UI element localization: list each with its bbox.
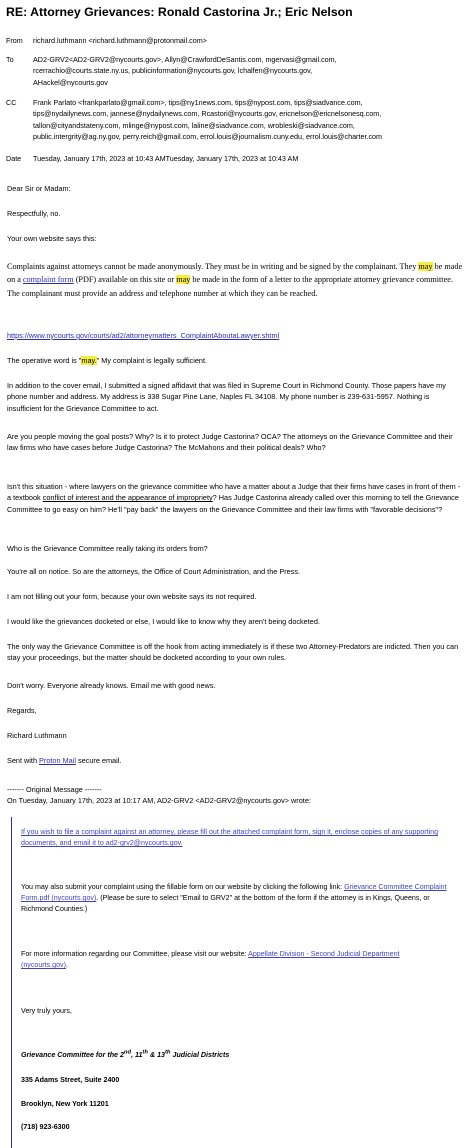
original-message-divider: ------- Original Message ------- bbox=[7, 785, 102, 794]
closing-line: Very truly yours, bbox=[21, 1007, 72, 1015]
original-message-header: On Tuesday, January 17th, 2023 at 10:17 AM, AD2-GRV2 <AD2-GRV2@nycourts.gov> wrote: bbox=[7, 796, 311, 805]
notice-line: You're all on notice. So are the attorneys, the Office of Court Administration, and the Press. bbox=[7, 567, 301, 576]
quoted-website-text: Complaints against attorneys cannot be made anonymously. They must be in writing and be signed by the complainant. They may be made on a complaint form (PDF) available on this site or may be made in the form of a letter to the appropriate attorney grievance committee. The complainant must provide an address and telephone number at which they can be reached. bbox=[7, 262, 463, 298]
email-subject: RE: Attorney Grievances: Ronald Castorina Jr.; Eric Nelson bbox=[6, 5, 353, 19]
highlight-may: may bbox=[418, 262, 433, 271]
proton-mail-link[interactable]: Proton Mail bbox=[39, 756, 76, 765]
sender-name: Richard Luthmann bbox=[7, 731, 67, 740]
date-label: Date bbox=[6, 154, 22, 163]
from-row bbox=[6, 35, 468, 47]
to-recipients[interactable] bbox=[33, 54, 468, 88]
complaint-form-pdf-link[interactable]: Grievance Committee Complaint Form.pdf (nycourts.gov) bbox=[21, 883, 447, 903]
cc-line: tallon@cityandstateny.com, mlinge@nypost.com, laline@siadvance.com, wrobleski@siadvance.com, bbox=[33, 120, 355, 130]
quoted-original-message bbox=[11, 817, 457, 1148]
more-info-paragraph: For more information regarding our Committee, please visit our website: Appellate Division - Second Judicial Department (nycourts.gov). bbox=[21, 950, 400, 970]
date-row bbox=[6, 153, 468, 165]
cc-line: Frank Parlato <frankparlato@gmail.com>, tips@ny1news.com, tips@nypost.com, tips@siadvance.com, bbox=[33, 98, 363, 107]
from-label: From bbox=[6, 36, 23, 45]
signature-city: Brooklyn, New York 11201 bbox=[21, 1100, 109, 1108]
to-line: AD2-GRV2<AD2-GRV2@nycourts.gov>, Allyn@CrawfordDeSantis.com, mgervasi@gmail.com, bbox=[33, 55, 337, 64]
affidavit-paragraph: In addition to the cover email, I submitted a signed affidavit that was filed in Supreme Court in Richmond County. Those papers have my phone number and address. My address is 338 Sugar Pine Lane, Naples FL 34108. My phone number is 239-631-5957. Nothing is insufficient for the Grievance Committee to act. bbox=[7, 381, 446, 413]
respectfully-line: Respectfully, no. bbox=[7, 209, 61, 218]
conflict-underlined: conflict of interest and the appearance of impropriety bbox=[42, 493, 213, 503]
to-label: To bbox=[6, 55, 14, 64]
instructions-link[interactable]: If you wish to file a complaint against an attorney, please fill out the attached complaint form, sign it, enclose copies of any supporting documents, and email it to ad2-grv2@nycourts.gov. bbox=[21, 828, 439, 848]
signature-phone: (718) 923-6300 bbox=[21, 1123, 70, 1131]
appellate-division-link[interactable]: Appellate Division - Second Judicial Department (nycourts.gov) bbox=[21, 950, 400, 970]
fillable-form-paragraph: You may also submit your complaint using the fillable form on our website by clicking the following link: Grievance Committee Complaint Form.pdf (nycourts.gov). (Please be sure to select "Email to GRV2" at the bottom of the form if the attorney is in Kings, Queens, or Richmond Counties.) bbox=[21, 883, 447, 914]
cc-line: tips@nydailynews.com, jannese@nydailynews.com, Rcastori@nycourts.gov, ericnelson@ericnelsonesq.com, bbox=[33, 109, 382, 119]
cc-line: public.intergrity@ag.ny.gov, perry.reich@gmail.com, errol.louis@journalism.cuny.edu, errol.louis@charter.com bbox=[33, 131, 383, 141]
goalposts-paragraph: Are you people moving the goal posts? Why? Is it to protect Judge Castorina? OCA? The attorneys on the Grievance Committee and their law firms who have cases before Judge Castorina? The McMahons and their political deals? Who? bbox=[7, 432, 453, 453]
regards-line: Regards, bbox=[7, 706, 37, 715]
docketed-line: I would like the grievances docketed or else, I would like to know why they aren't being docketed. bbox=[7, 617, 320, 626]
nycourts-url-link[interactable]: https://www.nycourts.gov/courts/ad2/attorneymatters_ComplaintAboutaLawyer.shtml bbox=[7, 331, 280, 340]
hook-paragraph: The only way the Grievance Committee is off the hook from acting immediately is if these two Attorney-Predators are indicted. Then you can stay your proceedings, but the matter should be docketed according to your own rules. bbox=[7, 642, 459, 663]
signature-street: 335 Adams Street, Suite 2400 bbox=[21, 1076, 120, 1084]
form-line: I am not filling out your form, because your own website says its not required. bbox=[7, 592, 257, 601]
from-value[interactable]: richard.luthmann <richard.luthmann@protonmail.com> bbox=[33, 36, 207, 45]
to-row bbox=[6, 54, 468, 90]
date-value: Tuesday, January 17th, 2023 at 10:43 AMTuesday, January 17th, 2023 at 10:43 AM bbox=[33, 154, 299, 163]
cc-row bbox=[6, 97, 468, 145]
highlight-may: may. bbox=[81, 356, 97, 365]
to-line: AHackel@nycourts.gov bbox=[33, 77, 108, 87]
sent-with-line: Sent with Proton Mail secure email. bbox=[7, 756, 122, 765]
complaint-form-link[interactable]: complaint form bbox=[22, 275, 74, 285]
operative-word-line: The operative word is "may." My complaint is legally sufficient. bbox=[7, 356, 208, 365]
orders-question: Who is the Grievance Committee really taking its orders from? bbox=[7, 544, 208, 553]
cc-recipients[interactable] bbox=[33, 97, 468, 142]
signature-committee: Grievance Committee for the 2nd, 11th & 13th Judicial Districts bbox=[21, 1050, 230, 1060]
highlight-may: may bbox=[176, 275, 191, 285]
dont-worry-line: Don't worry. Everyone already knows. Email me with good news. bbox=[7, 681, 216, 690]
cc-label: CC bbox=[6, 98, 17, 107]
website-says-line: Your own website says this: bbox=[7, 234, 97, 243]
to-line: rcerrachio@courts.state.ny.us, publicinformation@nycourts.gov, lchalfen@nycourts.gov, bbox=[33, 66, 313, 76]
salutation: Dear Sir or Madam: bbox=[7, 184, 71, 193]
conflict-paragraph: Isn't this situation - where lawyers on the grievance committee who have a matter about a Judge that their firms have cases in front of them - a textbook conflict of interest and the appearance of impropriety? Has Judge Castorina already called over this morning to tell the Grievance Committee to go easy on him? He'll "pay back" the lawyers on the Grievance Committee and their law firms with "favorable decisions"? bbox=[7, 482, 461, 514]
